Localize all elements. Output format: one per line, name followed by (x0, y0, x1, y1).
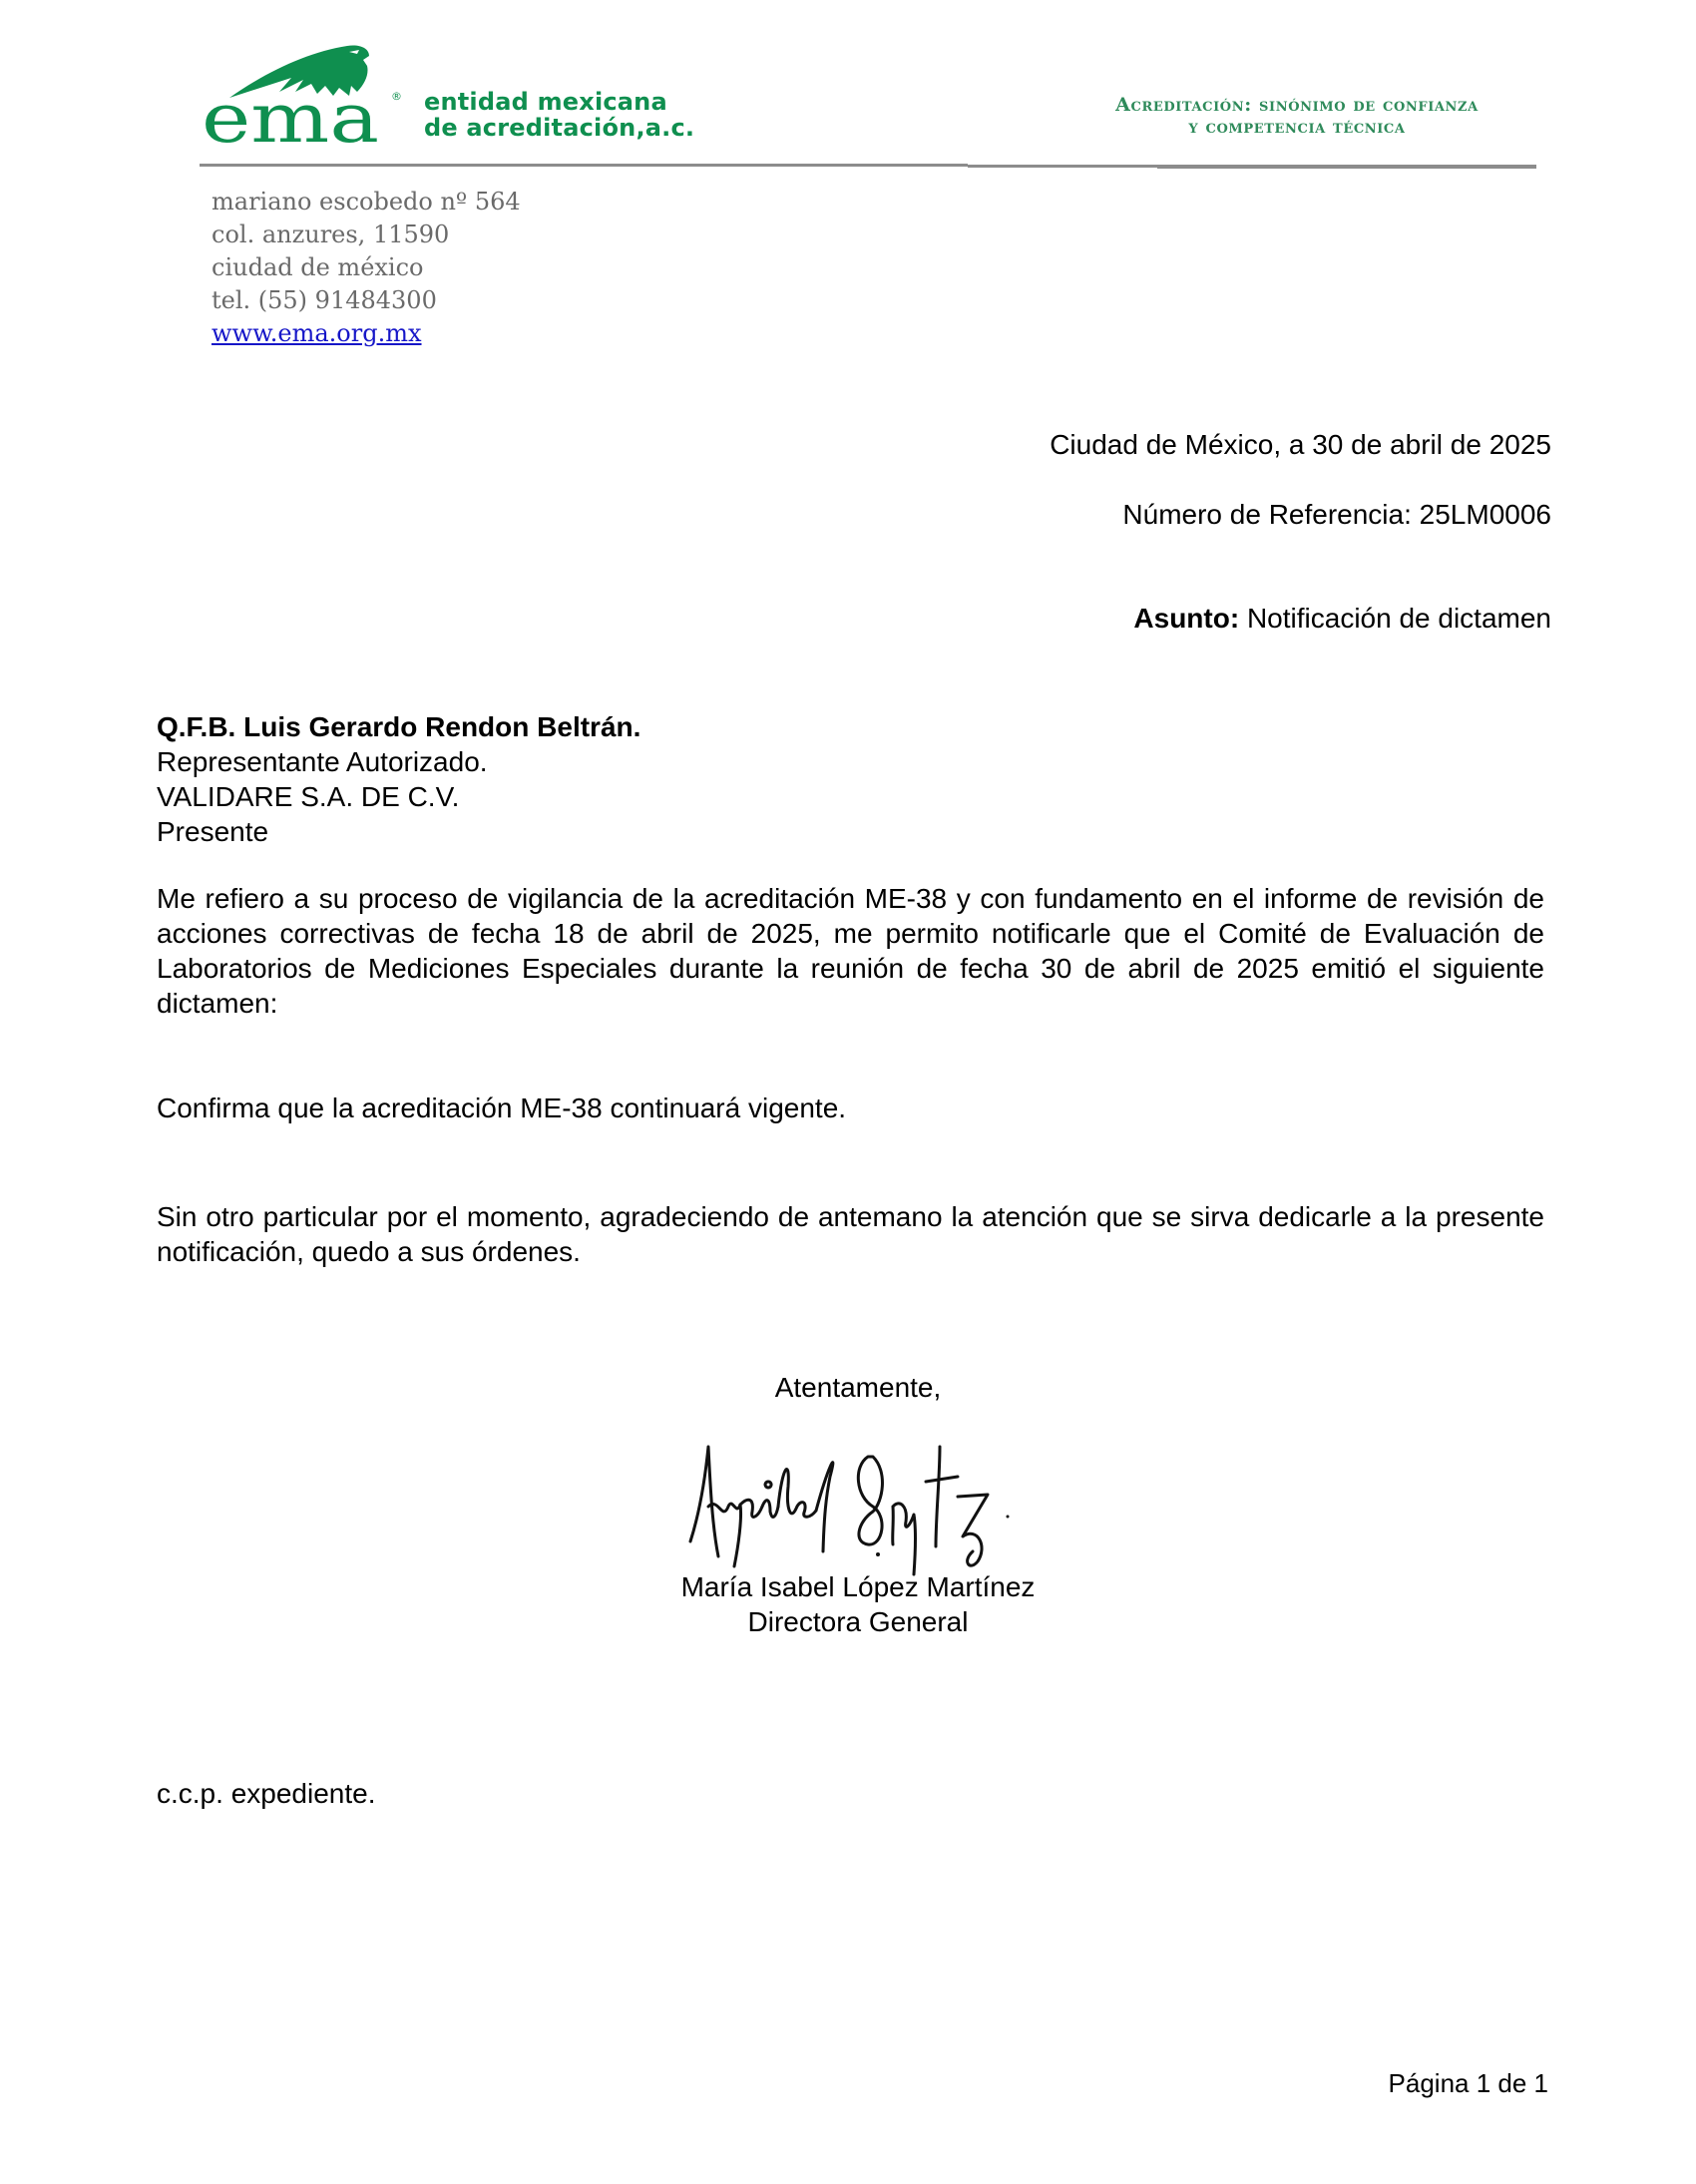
signer-title: Directora General (747, 1606, 969, 1637)
header-divider (200, 164, 968, 167)
address-city: ciudad de méxico (212, 253, 424, 281)
tagline-line-1: Acreditación: sinónimo de confianza (1115, 94, 1479, 116)
signature-image (678, 1427, 1018, 1576)
valediction: Atentamente, (774, 1372, 942, 1403)
address-colony: col. anzures, 11590 (212, 220, 450, 248)
address-block (212, 186, 521, 350)
org-name-line-2: de acreditación,a.c. (424, 114, 695, 142)
subject-label: Asunto: (1133, 603, 1240, 634)
tagline-line-2: y competencia técnica (1188, 116, 1406, 138)
org-name-line-1: entidad mexicana (424, 88, 667, 116)
recipient-company: VALIDARE S.A. DE C.V. (157, 781, 460, 812)
subject-line (1133, 603, 1551, 635)
recipient-role: Representante Autorizado. (157, 746, 488, 777)
closing-paragraph: Sin otro particular por el momento, agradeciendo de antemano la atención que se sirva dedicarle a la presente notificación, quedo a sus órdenes. (157, 1201, 1544, 1267)
carbon-copy-line: c.c.p. expediente. (157, 1778, 376, 1809)
recipient-name: Q.F.B. Luis Gerardo Rendon Beltrán. (157, 711, 641, 742)
recipient-salutation: Presente (157, 816, 269, 847)
body-paragraph: Me refiero a su proceso de vigilancia de la acreditación ME-38 y con fundamento en el informe de revisión de acciones correctivas de fecha 18 de abril de 2025, me permito notificarle que el Comité de Evaluación de Laboratorios de Mediciones Especiales durante la reunión de fecha 30 de abril de 2025 emitió el siguiente dictamen: (157, 883, 1544, 1019)
page-number: Página 1 de 1 (1388, 2068, 1548, 2098)
subject-value: Notificación de dictamen (1239, 603, 1551, 634)
dictamen-statement: Confirma que la acreditación ME-38 continuará vigente. (157, 1092, 847, 1123)
website-link[interactable]: www.ema.org.mx (212, 319, 422, 347)
address-phone: tel. (55) 91484300 (212, 286, 437, 314)
logo-text: ema (202, 80, 379, 148)
tagline (1038, 94, 1556, 138)
recipient-block (157, 709, 640, 849)
header-divider-right-offset (1157, 166, 1536, 169)
address-street: mariano escobedo nº 564 (212, 188, 521, 216)
reference-number: Número de Referencia: 25LM0006 (1122, 499, 1551, 530)
organization-name (424, 89, 694, 141)
date-line: Ciudad de México, a 30 de abril de 2025 (1050, 429, 1551, 460)
signer-name: María Isabel López Martínez (680, 1571, 1036, 1602)
registered-mark: ® (391, 90, 402, 103)
ema-logo (200, 40, 414, 148)
